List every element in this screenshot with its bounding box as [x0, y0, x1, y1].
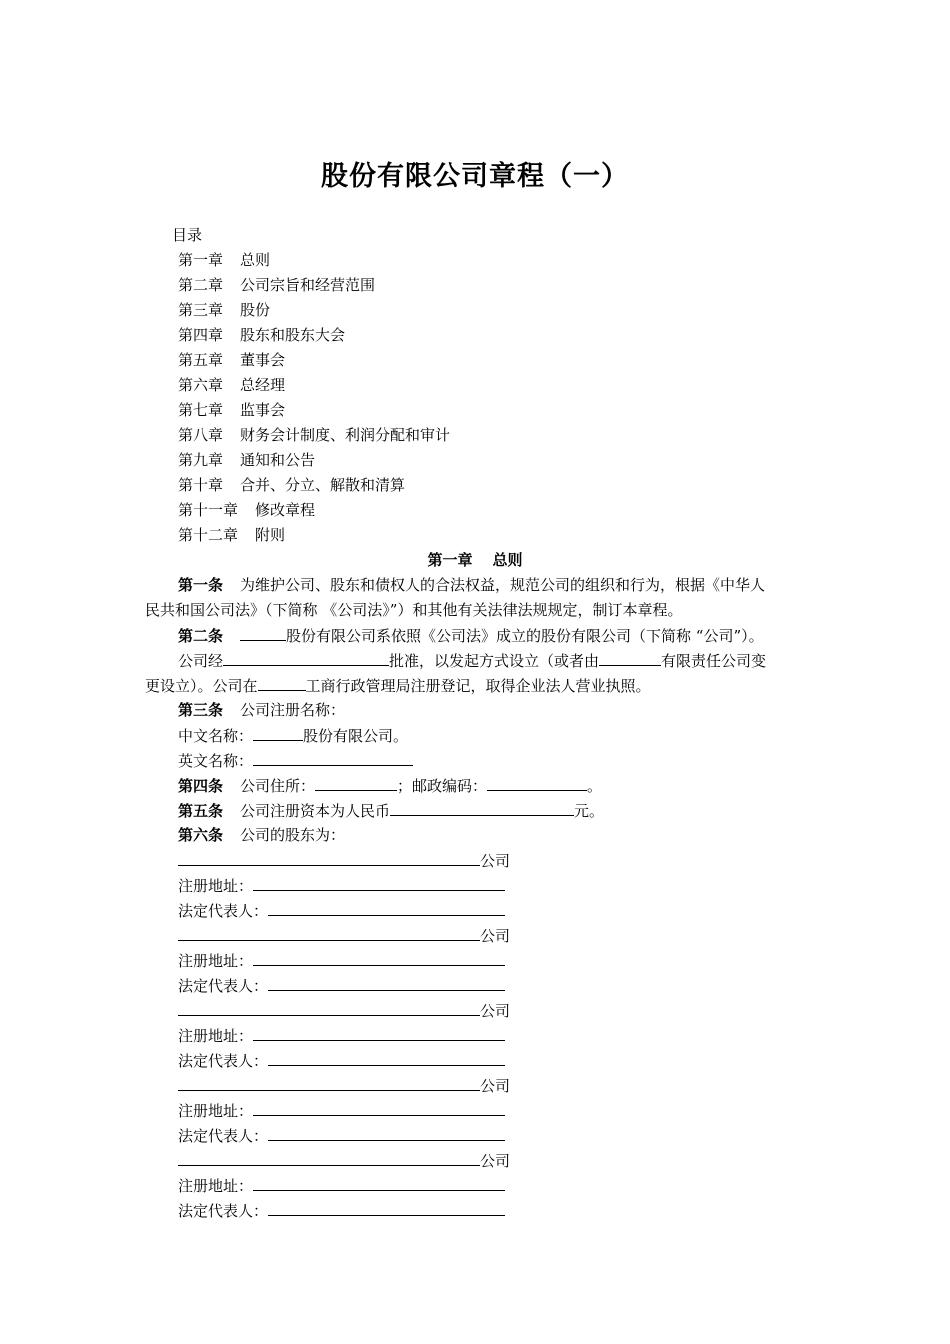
legal-representative-row: 法定代表人：	[178, 1201, 505, 1221]
toc-item[interactable]: 第十一章 修改章程	[178, 501, 316, 519]
blank-field[interactable]	[253, 876, 505, 891]
shareholder-company-row: 公司	[178, 926, 510, 946]
registered-address-row: 注册地址：	[178, 1026, 505, 1046]
toc-item[interactable]: 第十二章 附则	[178, 526, 286, 544]
blank-field[interactable]	[253, 951, 505, 966]
blank-field[interactable]	[178, 1001, 480, 1016]
toc-item[interactable]: 第九章 通知和公告	[178, 451, 316, 469]
blank-field[interactable]	[178, 1151, 480, 1166]
english-name-row: 英文名称：	[178, 751, 413, 771]
toc-item[interactable]: 第一章 总则	[178, 251, 271, 269]
registered-address-row: 注册地址：	[178, 951, 505, 971]
chapter-heading: 第一章 总则	[427, 551, 523, 569]
toc-item[interactable]: 第二章 公司宗旨和经营范围	[178, 276, 376, 294]
blank-field[interactable]	[258, 676, 306, 691]
article-6: 第六条 公司的股东为：	[178, 826, 346, 844]
blank-field[interactable]	[253, 1101, 505, 1116]
article-2: 第二条 股份有限公司系依照《公司法》成立的股份有限公司（下简称 “公司”）。	[178, 627, 764, 645]
toc-item[interactable]: 第六章 总经理	[178, 376, 286, 394]
legal-representative-row: 法定代表人：	[178, 901, 505, 921]
article-5: 第五条 公司注册资本为人民币 元。	[178, 802, 605, 820]
blank-field[interactable]	[268, 1126, 505, 1141]
toc-item[interactable]: 第五章 董事会	[178, 351, 286, 369]
article-2-line2: 公司经 批准，以发起方式设立（或者由 有限责任公司变	[178, 652, 767, 670]
blank-field[interactable]	[178, 926, 480, 941]
registered-address-row: 注册地址：	[178, 876, 505, 896]
toc-heading: 目录	[172, 226, 203, 244]
blank-field[interactable]	[268, 901, 505, 916]
blank-field[interactable]	[253, 726, 303, 741]
toc-item[interactable]: 第七章 监事会	[178, 401, 286, 419]
shareholder-company-row: 公司	[178, 1151, 510, 1171]
legal-representative-row: 法定代表人：	[178, 976, 505, 996]
article-4: 第四条 公司住所： ；邮政编码： 。	[178, 777, 603, 795]
registered-address-row: 注册地址：	[178, 1101, 505, 1121]
legal-representative-row: 法定代表人：	[178, 1126, 505, 1146]
registered-address-row: 注册地址：	[178, 1176, 505, 1196]
blank-field[interactable]	[253, 1176, 505, 1191]
document-title: 股份有限公司章程（一）	[321, 161, 629, 192]
chinese-name-row: 中文名称： 股份有限公司。	[178, 727, 409, 745]
blank-field[interactable]	[268, 1201, 505, 1216]
shareholder-company-row: 公司	[178, 1076, 510, 1096]
shareholder-company-row: 公司	[178, 1001, 510, 1021]
article-3: 第三条 公司注册名称：	[178, 701, 346, 719]
legal-representative-row: 法定代表人：	[178, 1051, 505, 1071]
article-2-line3: 更设立）。公司在 工商行政管理局注册登记，取得企业法人营业执照。	[145, 677, 651, 695]
blank-field[interactable]	[253, 751, 413, 766]
blank-field[interactable]	[268, 1051, 505, 1066]
blank-field[interactable]	[390, 801, 574, 816]
blank-field[interactable]	[315, 776, 397, 791]
toc-item[interactable]: 第三章 股份	[178, 301, 271, 319]
blank-field[interactable]	[178, 1076, 480, 1091]
toc-item[interactable]: 第十章 合并、分立、解散和清算	[178, 476, 406, 494]
blank-field[interactable]	[253, 1026, 505, 1041]
toc-item[interactable]: 第八章 财务会计制度、利润分配和审计	[178, 426, 451, 444]
blank-field[interactable]	[487, 776, 587, 791]
blank-field[interactable]	[268, 976, 505, 991]
article-1-cont: 民共和国公司法》（下简称 《公司法》”）和其他有关法律法规规定，制订本章程。	[145, 601, 683, 619]
article-1: 第一条 为维护公司、股东和债权人的合法权益，规范公司的组织和行为，根据《中华人	[178, 576, 766, 594]
shareholder-company-row: 公司	[178, 851, 510, 871]
toc-item[interactable]: 第四章 股东和股东大会	[178, 326, 346, 344]
blank-field[interactable]	[240, 626, 286, 641]
blank-field[interactable]	[599, 651, 661, 666]
blank-field[interactable]	[223, 651, 389, 666]
blank-field[interactable]	[178, 851, 480, 866]
